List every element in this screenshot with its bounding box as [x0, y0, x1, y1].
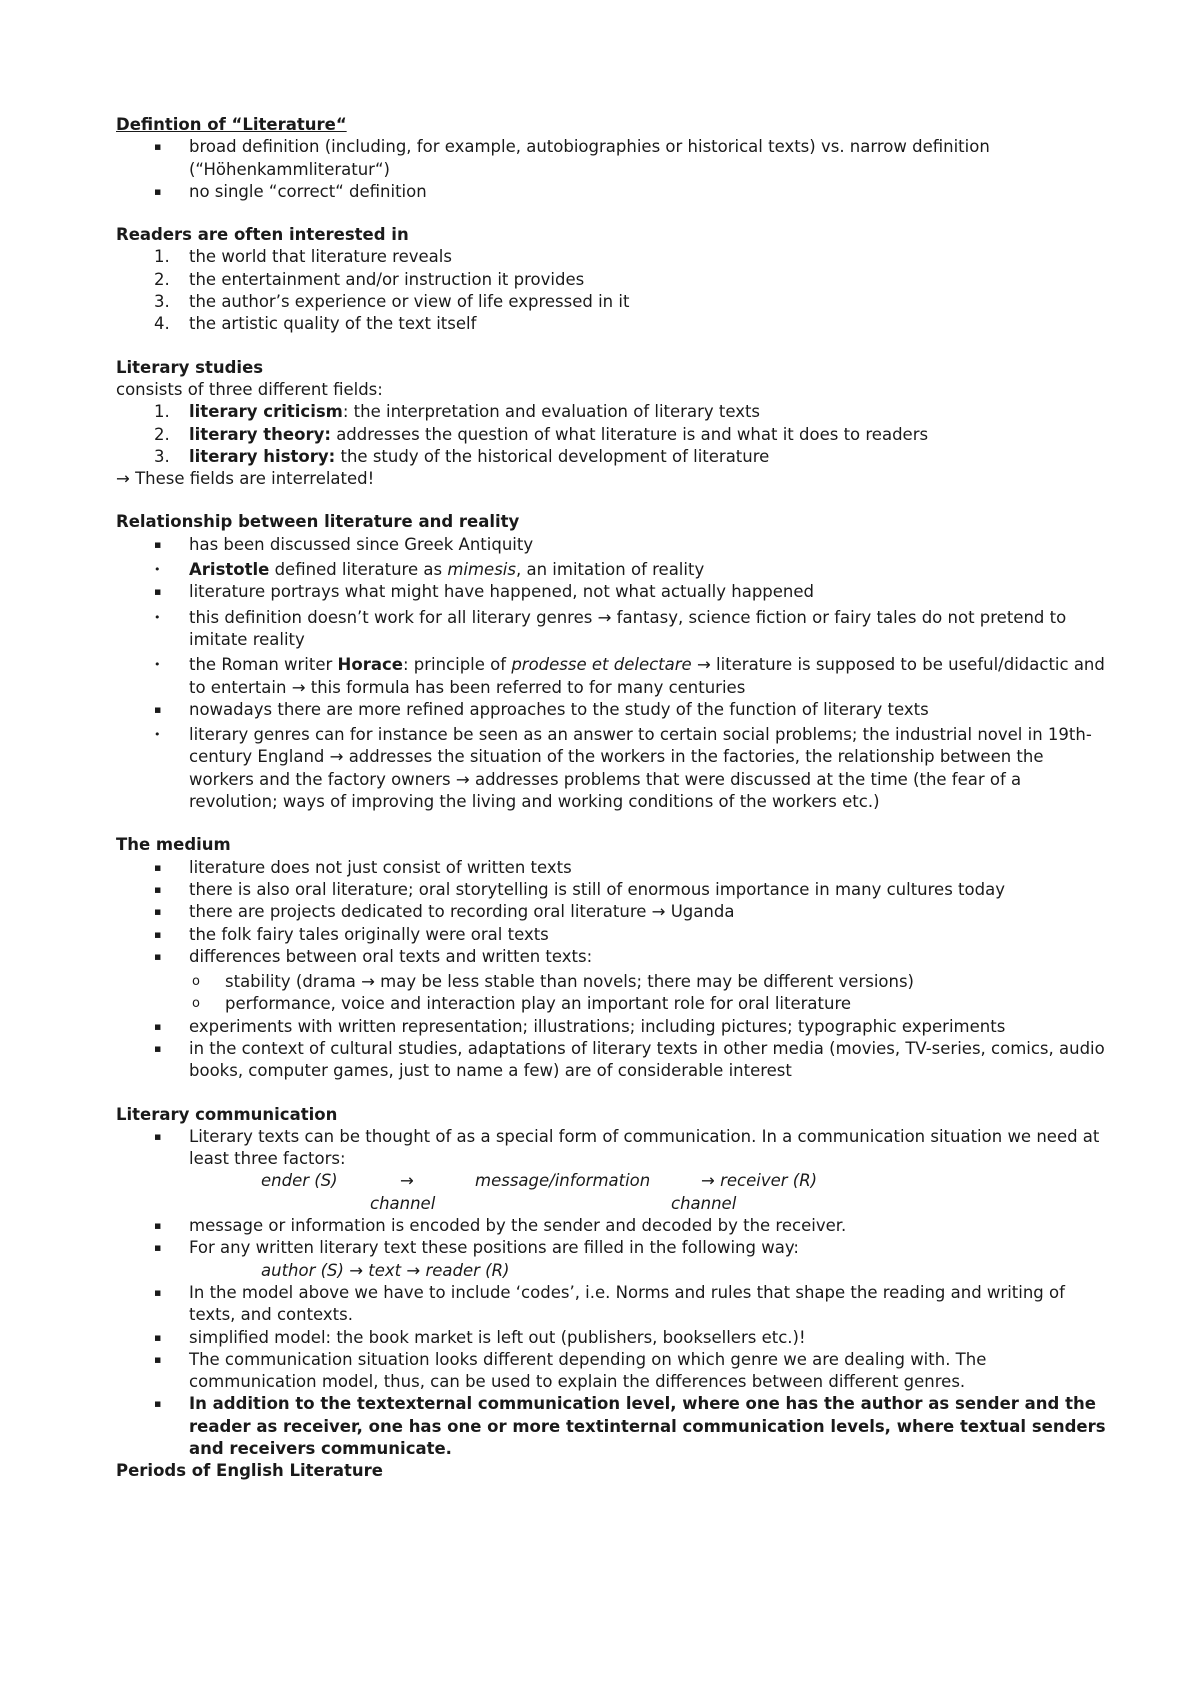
bullet-icon: ▪ — [154, 1019, 162, 1033]
sub-bullet-icon: o — [192, 996, 200, 1012]
bullet-icon: ▪ — [154, 1241, 162, 1255]
communication-list-2 — [116, 1215, 1106, 1260]
reality-list — [116, 534, 1106, 814]
list-item: o stability (drama → may be less stable than novels; there may be different versions) — [116, 971, 1106, 993]
list-item: • Aristotle defined literature as mimesis, an imitation of reality — [116, 559, 1106, 581]
studies-note: → These fields are interrelated! — [116, 469, 375, 489]
list-item: ▪ In addition to the textexternal communication level, where one has the author as sender and the reader as receiver, one has one or more textinternal communication levels, where textual senders and receivers communicate. — [154, 1394, 1106, 1459]
section-heading-studies: Literary studies — [116, 357, 264, 377]
communication-list — [116, 1126, 1106, 1171]
list-item: 1. literary criticism: the interpretation and evaluation of literary texts — [154, 402, 761, 422]
list-item: o performance, voice and interaction play an important role for oral literature — [116, 993, 1106, 1015]
diagram-sender: ender (S) — [261, 1171, 338, 1191]
bullet-icon: ▪ — [154, 905, 162, 919]
bullet-icon: ▪ — [154, 1397, 162, 1411]
list-item: ▪ experiments with written representation; illustrations; including pictures; typographic experiments — [116, 1016, 1106, 1038]
bullet-icon: ▪ — [154, 927, 162, 941]
bullet-icon: ▪ — [154, 537, 162, 551]
communication-diagram — [116, 1170, 1106, 1192]
sub-bullet-icon: o — [192, 974, 200, 990]
list-item: ▪ message or information is encoded by the sender and decoded by the receiver. — [116, 1215, 1106, 1237]
list-item: 2. the entertainment and/or instruction it provides — [154, 269, 585, 289]
section-heading-definition: Defintion of “Literature“ — [116, 115, 347, 134]
list-item: • the Roman writer Horace: principle of prodesse et delectare → literature is supposed to be useful/didactic and to entertain → this formula has been referred to for many centuries — [154, 655, 1105, 697]
list-item: 1. the world that literature reveals — [154, 247, 452, 267]
bullet-icon: ▪ — [154, 585, 162, 599]
list-item: ▪ has been discussed since Greek Antiquity — [116, 534, 1106, 556]
list-item: 4. the artistic quality of the text itself — [154, 314, 477, 334]
list-item: 3. literary history: the study of the historical development of literature — [154, 446, 770, 466]
list-item: 2. literary theory: addresses the question of what literature is and what it does to readers — [154, 424, 929, 444]
bullet-icon: ▪ — [154, 1041, 162, 1055]
list-item: ▪ Literary texts can be thought of as a special form of communication. In a communication situation we need at least three factors: — [154, 1126, 1100, 1169]
section-heading-medium: The medium — [116, 835, 231, 855]
list-item: ▪ nowadays there are more refined approaches to the study of the function of literary texts — [116, 699, 1106, 721]
list-item: ▪ simplified model: the book market is left out (publishers, booksellers etc.)! — [116, 1327, 1106, 1349]
list-item: • this definition doesn’t work for all literary genres → fantasy, science fiction or fairy tales do not pretend to imitate reality — [154, 607, 1067, 649]
bullet-icon: ▪ — [154, 860, 162, 874]
bullet-icon: ▪ — [154, 1285, 162, 1299]
list-item: ▪ differences between oral texts and written texts: — [116, 946, 1106, 968]
bullet-icon: ▪ — [154, 184, 162, 198]
bullet-icon: ▪ — [154, 1129, 162, 1143]
section-heading-periods: Periods of English Literature — [116, 1461, 383, 1481]
bullet-icon: • — [154, 610, 161, 624]
bullet-icon: • — [154, 658, 161, 672]
list-item: ▪ there is also oral literature; oral storytelling is still of enormous importance in many cultures today — [116, 879, 1106, 901]
bullet-icon: ▪ — [154, 949, 162, 963]
medium-sublist — [116, 971, 1106, 1016]
communication-list-3 — [116, 1282, 1106, 1460]
readers-list — [116, 246, 1106, 335]
definition-list — [116, 136, 1106, 203]
list-item: ▪ in the context of cultural studies, adaptations of literary texts in other media (movies, TV-series, comics, audio books, computer games, just to name a few) are of considerable interest — [154, 1038, 1105, 1081]
section-heading-reality: Relationship between literature and reality — [116, 512, 520, 532]
document-page — [116, 114, 1106, 1483]
bullet-icon: ▪ — [154, 702, 162, 716]
diagram-receiver: → receiver (R) — [701, 1171, 818, 1191]
diagram-arrow: → — [400, 1171, 414, 1191]
bullet-icon: ▪ — [154, 1219, 162, 1233]
list-item: ▪ In the model above we have to include ‘codes’, i.e. Norms and rules that shape the reading and writing of texts, and contexts. — [154, 1282, 1065, 1325]
bullet-icon: • — [154, 728, 161, 742]
list-item: ▪ For any written literary text these positions are filled in the following way: — [116, 1237, 1106, 1259]
list-item: ▪ the folk fairy tales originally were oral texts — [116, 924, 1106, 946]
studies-intro: consists of three different fields: — [116, 379, 383, 399]
section-heading-communication: Literary communication — [116, 1104, 338, 1124]
diagram-message: message/information — [475, 1171, 651, 1191]
diagram-channel: channel — [370, 1193, 436, 1213]
diagram-channel: channel — [671, 1193, 737, 1213]
medium-list-continued — [116, 1016, 1106, 1083]
list-item: 3. the author’s experience or view of life expressed in it — [154, 292, 630, 312]
bullet-icon: ▪ — [154, 1352, 162, 1366]
bullet-icon: ▪ — [154, 1330, 162, 1344]
list-item: ▪ broad definition (including, for example, autobiographies or historical texts) vs. narrow definition (“Höhenkammliteratur“) — [154, 137, 990, 179]
medium-list — [116, 857, 1106, 968]
communication-channels — [116, 1193, 1106, 1215]
communication-model: author (S) → text → reader (R) — [261, 1260, 510, 1280]
list-item: ▪ literature portrays what might have happened, not what actually happened — [116, 581, 1106, 603]
bullet-icon: ▪ — [154, 882, 162, 896]
list-item: ▪ The communication situation looks different depending on which genre we are dealing with. The communication model, thus, can be used to explain the differences between different genres. — [154, 1349, 987, 1392]
studies-list — [116, 401, 1106, 468]
bullet-icon: • — [154, 563, 161, 577]
list-item: • literary genres can for instance be seen as an answer to certain social problems; the industrial novel in 19th-century England → addresses the situation of the workers in the factories, the relationship between the workers and the factory owners → addresses problems that were discussed at the time (the fear of a revolution; ways of improving the living and working conditions of the workers etc.) — [154, 725, 1092, 812]
list-item: ▪ no single “correct“ definition — [116, 181, 1106, 203]
list-item: ▪ literature does not just consist of written texts — [116, 857, 1106, 879]
list-item: ▪ there are projects dedicated to recording oral literature → Uganda — [116, 901, 1106, 923]
bullet-icon: ▪ — [154, 140, 162, 154]
section-heading-readers: Readers are often interested in — [116, 225, 409, 245]
